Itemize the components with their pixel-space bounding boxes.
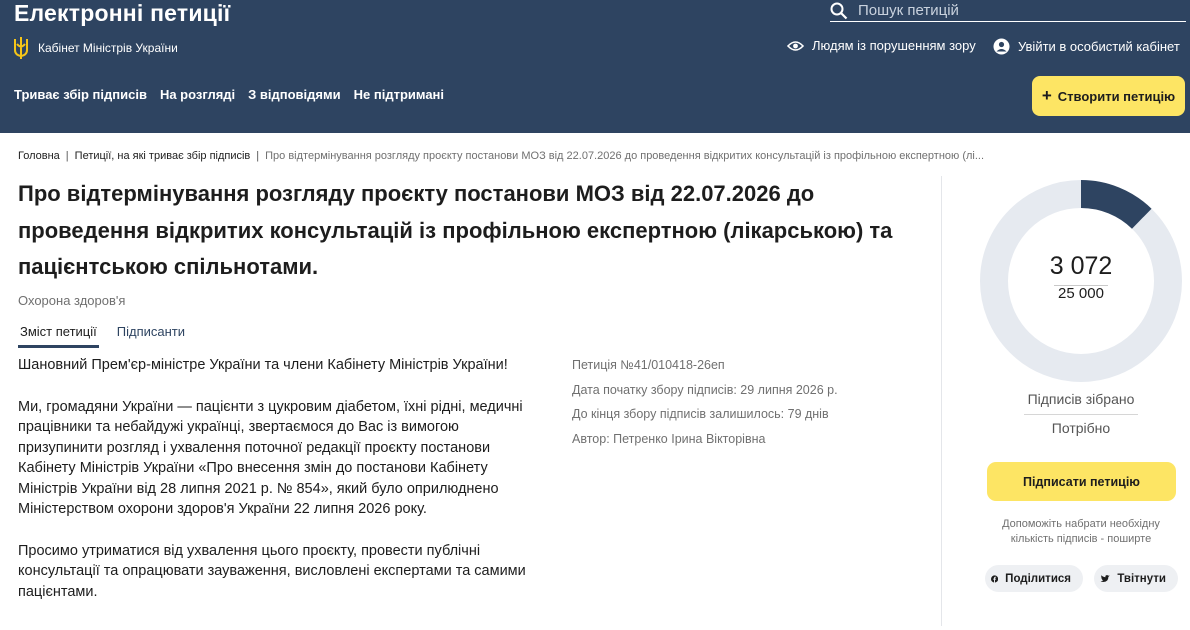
tab-signers[interactable]: Підписанти bbox=[116, 324, 185, 339]
label-divider bbox=[1024, 414, 1138, 415]
gov-link[interactable] bbox=[12, 36, 178, 60]
facebook-share-label: Поділитися bbox=[1005, 572, 1071, 585]
petition-days-left: До кінця збору підписів залишилось: 79 днів bbox=[572, 407, 829, 422]
login-label: Увійти в особистий кабінет bbox=[1018, 39, 1180, 54]
search-icon[interactable] bbox=[830, 2, 848, 20]
petition-paragraph: Просимо утриматися від ухвалення цього проєкту, провести публічні консультації та опрацювати зауваження, висловлені експертами та самими пацієнтами. bbox=[18, 542, 526, 600]
create-petition-button[interactable] bbox=[1032, 76, 1185, 116]
petition-paragraph: Шановний Прем'єр-міністре України та члени Кабінету Міністрів України! bbox=[18, 357, 508, 373]
login-link[interactable] bbox=[993, 38, 1180, 55]
breadcrumb-home[interactable]: Головна bbox=[18, 150, 60, 162]
breadcrumb-current: Про відтермінування розгляду проєкту постанови МОЗ від 22.07.2026 до проведення відкритих консультацій із профільною експертною (лі... bbox=[265, 150, 985, 162]
petition-number: Петиція №41/010418-26еп bbox=[572, 358, 725, 372]
nav-item-not-supported[interactable]: Не підтримані bbox=[353, 87, 445, 102]
tab-content[interactable]: Зміст петиції bbox=[18, 324, 99, 348]
petition-paragraph: Ми, громадяни України — пацієнти з цукровим діабетом, їхні рідні, медичні працівники та небайдужі українці, звертаємося до Вас із вимогою призупинити розгляд і ухвалення поточної редакції проєкту постанови Кабінету Міністрів України «Про внесення змін до постанови Кабінету Міністрів України від 28 липня 2021 р. № 854», який було оприлюднено Міністерством охорони здоров'я України 22 липня 2026 року. bbox=[18, 398, 523, 517]
petition-body bbox=[18, 355, 528, 623]
signature-progress-ring bbox=[980, 180, 1182, 382]
site-header bbox=[0, 0, 1190, 133]
share-hint: Допоможіть набрати необхідну кількість підписів - поширте bbox=[1002, 518, 1160, 545]
progress-track bbox=[994, 194, 1168, 368]
signatures-collected-count: 3 072 bbox=[1049, 252, 1113, 280]
eye-icon bbox=[787, 40, 804, 52]
petition-start-date: Дата початку збору підписів: 29 липня 2026 р. bbox=[572, 382, 838, 397]
column-divider bbox=[941, 176, 942, 626]
twitter-share-button[interactable] bbox=[1094, 565, 1178, 592]
gov-name: Кабінет Міністрів України bbox=[38, 41, 178, 55]
trident-icon bbox=[12, 36, 30, 60]
plus-icon: + bbox=[1041, 86, 1052, 105]
twitter-bird-icon bbox=[1100, 570, 1110, 588]
search-input[interactable] bbox=[858, 2, 1178, 19]
signatures-required-count: 25 000 bbox=[1058, 285, 1104, 302]
facebook-share-button[interactable] bbox=[985, 565, 1083, 592]
nav-item-answered[interactable]: З відповідями bbox=[248, 87, 341, 102]
twitter-share-label: Твітнути bbox=[1117, 572, 1166, 585]
nav-item-collecting[interactable]: Триває збір підписів bbox=[14, 87, 147, 102]
petition-meta bbox=[572, 353, 838, 451]
search-bar bbox=[830, 0, 1186, 22]
collected-label: Підписів зібрано bbox=[1027, 391, 1135, 407]
user-icon bbox=[993, 38, 1010, 55]
breadcrumb: Головна | Петиції, на які триває збір підписів | Про відтермінування розгляду проєкту постанови МОЗ від 22.07.2026 до проведення відкритих консультацій із профільною експертною (лі... bbox=[18, 150, 985, 162]
page-title: Про відтермінування розгляду проєкту постанови МОЗ від 22.07.2026 до проведення відкритих консультацій із профільною експертною (лікарською) та пацієнтською спільнотами. bbox=[18, 181, 893, 279]
accessibility-link[interactable] bbox=[787, 38, 976, 53]
create-petition-label: Створити петицію bbox=[1057, 88, 1176, 104]
accessibility-label: Людям із порушенням зору bbox=[812, 38, 976, 53]
facebook-icon bbox=[991, 570, 998, 588]
petition-category: Охорона здоров'я bbox=[18, 293, 126, 308]
site-title[interactable]: Електронні петиції bbox=[14, 0, 231, 26]
breadcrumb-section[interactable]: Петиції, на які триває збір підписів bbox=[74, 150, 251, 162]
content-tabs bbox=[18, 324, 187, 348]
required-label: Потрібно bbox=[1051, 420, 1111, 436]
sign-petition-button[interactable]: Підписати петицію bbox=[987, 462, 1176, 501]
main-nav bbox=[14, 87, 444, 102]
petition-author: Автор: Петренко Ірина Вікторівна bbox=[572, 431, 766, 446]
nav-item-under-review[interactable]: На розгляді bbox=[159, 87, 236, 102]
